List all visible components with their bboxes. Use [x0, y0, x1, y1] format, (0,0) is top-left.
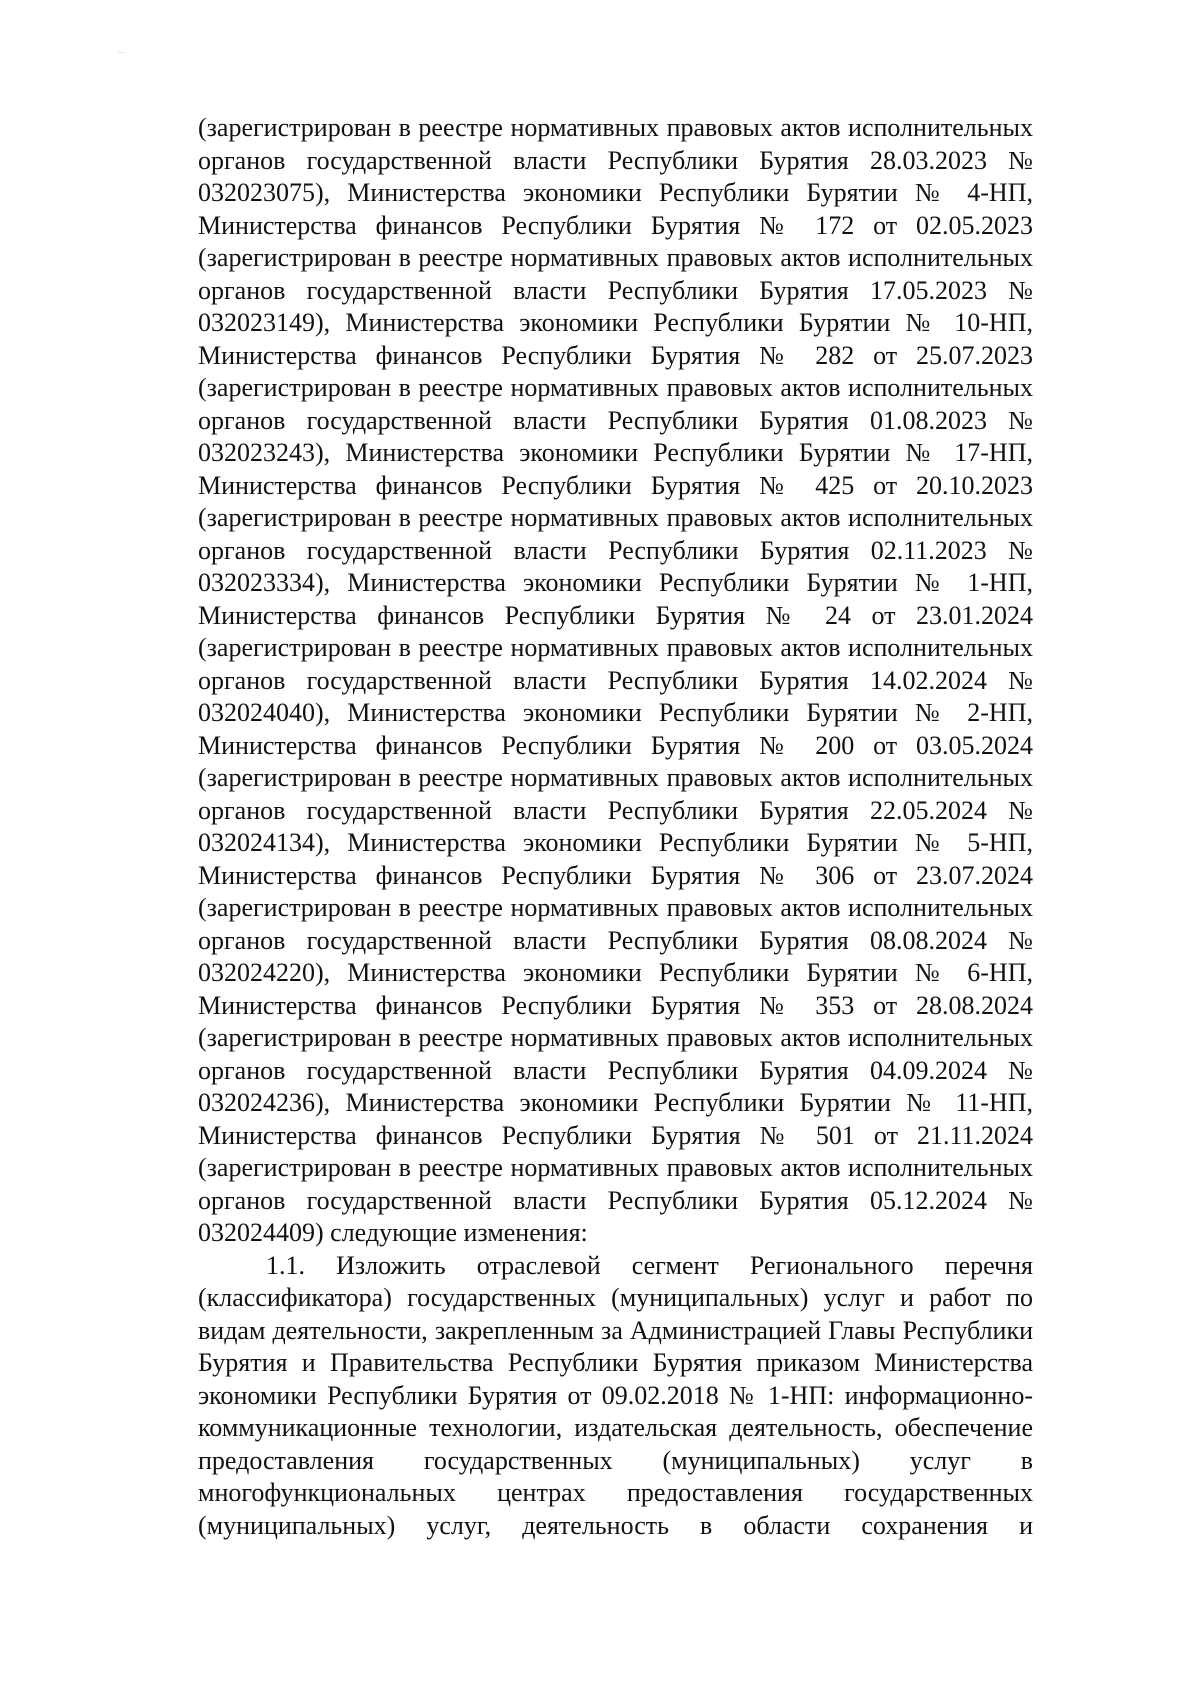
text-line: органов государственной власти Республики Бурятия 22.05.2024 №: [198, 795, 1033, 825]
text-line: (зарегистрирован в реестре нормативных правовых актов исполнительных: [198, 113, 1033, 142]
scan-artifact: [118, 52, 124, 53]
document-body: [198, 112, 1033, 1542]
text-line: Министерства финансов Республики Бурятия № 282 от 25.07.2023: [198, 340, 1033, 370]
text-line: Министерства финансов Республики Бурятия № 24 от 23.01.2024: [198, 600, 1033, 630]
text-line: 032023075), Министерства экономики Республики Бурятии № 4-НП,: [198, 178, 1033, 207]
text-line: органов государственной власти Республики Бурятия 14.02.2024 №: [198, 665, 1033, 695]
text-line: 032023334), Министерства экономики Республики Бурятии № 1-НП,: [198, 568, 1033, 597]
text-line: органов государственной власти Республики Бурятия 08.08.2024 №: [198, 925, 1033, 955]
text-line: органов государственной власти Республики Бурятия 17.05.2023 №: [198, 275, 1033, 305]
text-line: Бурятия и Правительства Республики Бурятия приказом Министерства: [198, 1348, 1033, 1377]
text-line: органов государственной власти Республики Бурятия 04.09.2024 №: [198, 1055, 1033, 1085]
text-line: органов государственной власти Республики Бурятия 28.03.2023 №: [198, 145, 1033, 175]
text-line: органов государственной власти Республики Бурятия 01.08.2023 №: [198, 405, 1033, 435]
text-line: (зарегистрирован в реестре нормативных правовых актов исполнительных: [198, 1153, 1033, 1182]
text-line: Министерства финансов Республики Бурятия № 172 от 02.05.2023: [198, 210, 1033, 240]
text-line: (зарегистрирован в реестре нормативных правовых актов исполнительных: [198, 1023, 1033, 1052]
text-line: (зарегистрирован в реестре нормативных правовых актов исполнительных: [198, 373, 1033, 402]
text-line: (зарегистрирован в реестре нормативных правовых актов исполнительных: [198, 633, 1033, 662]
text-line: Министерства финансов Республики Бурятия № 353 от 28.08.2024: [198, 990, 1033, 1020]
text-line: 032024220), Министерства экономики Республики Бурятии № 6-НП,: [198, 958, 1033, 987]
text-line: Министерства финансов Республики Бурятия № 306 от 23.07.2024: [198, 860, 1033, 890]
text-line: органов государственной власти Республики Бурятия 02.11.2023 №: [198, 535, 1033, 565]
text-line: 032024236), Министерства экономики Республики Бурятии № 11-НП,: [198, 1088, 1033, 1117]
text-line: многофункциональных центрах предоставления государственных: [198, 1478, 1033, 1507]
text-line: 032023243), Министерства экономики Республики Бурятии № 17-НП,: [198, 438, 1033, 467]
text-line: (зарегистрирован в реестре нормативных правовых актов исполнительных: [198, 763, 1033, 792]
text-line: (классификатора) государственных (муниципальных) услуг и работ по: [198, 1283, 1033, 1312]
text-line: (зарегистрирован в реестре нормативных правовых актов исполнительных: [198, 243, 1033, 272]
text-line: органов государственной власти Республики Бурятия 05.12.2024 №: [198, 1185, 1033, 1215]
text-line: Министерства финансов Республики Бурятия № 200 от 03.05.2024: [198, 730, 1033, 760]
text-line: экономики Республики Бурятия от 09.02.2018 № 1-НП: информационно-: [198, 1380, 1033, 1410]
text-line: коммуникационные технологии, издательская деятельность, обеспечение: [198, 1413, 1033, 1442]
text-line: 032024134), Министерства экономики Республики Бурятии № 5-НП,: [198, 828, 1033, 857]
text-line: 032023149), Министерства экономики Республики Бурятии № 10-НП,: [198, 308, 1033, 337]
paragraph-1-1-first-line: 1.1. Изложить отраслевой сегмент Регионального перечня: [266, 1250, 1033, 1280]
text-line: видам деятельности, закрепленным за Администрацией Главы Республики: [198, 1315, 1033, 1345]
text-line: 032024040), Министерства экономики Республики Бурятии № 2-НП,: [198, 698, 1033, 727]
text-line: (зарегистрирован в реестре нормативных правовых актов исполнительных: [198, 503, 1033, 532]
text-line: 032024409) следующие изменения:: [198, 1218, 588, 1247]
text-line: предоставления государственных (муниципальных) услуг в: [198, 1445, 1033, 1475]
text-line: Министерства финансов Республики Бурятия № 501 от 21.11.2024: [198, 1120, 1033, 1150]
text-line: Министерства финансов Республики Бурятия № 425 от 20.10.2023: [198, 470, 1033, 500]
text-line: (зарегистрирован в реестре нормативных правовых актов исполнительных: [198, 893, 1033, 922]
text-line: (муниципальных) услуг, деятельность в области сохранения и: [198, 1510, 1033, 1540]
